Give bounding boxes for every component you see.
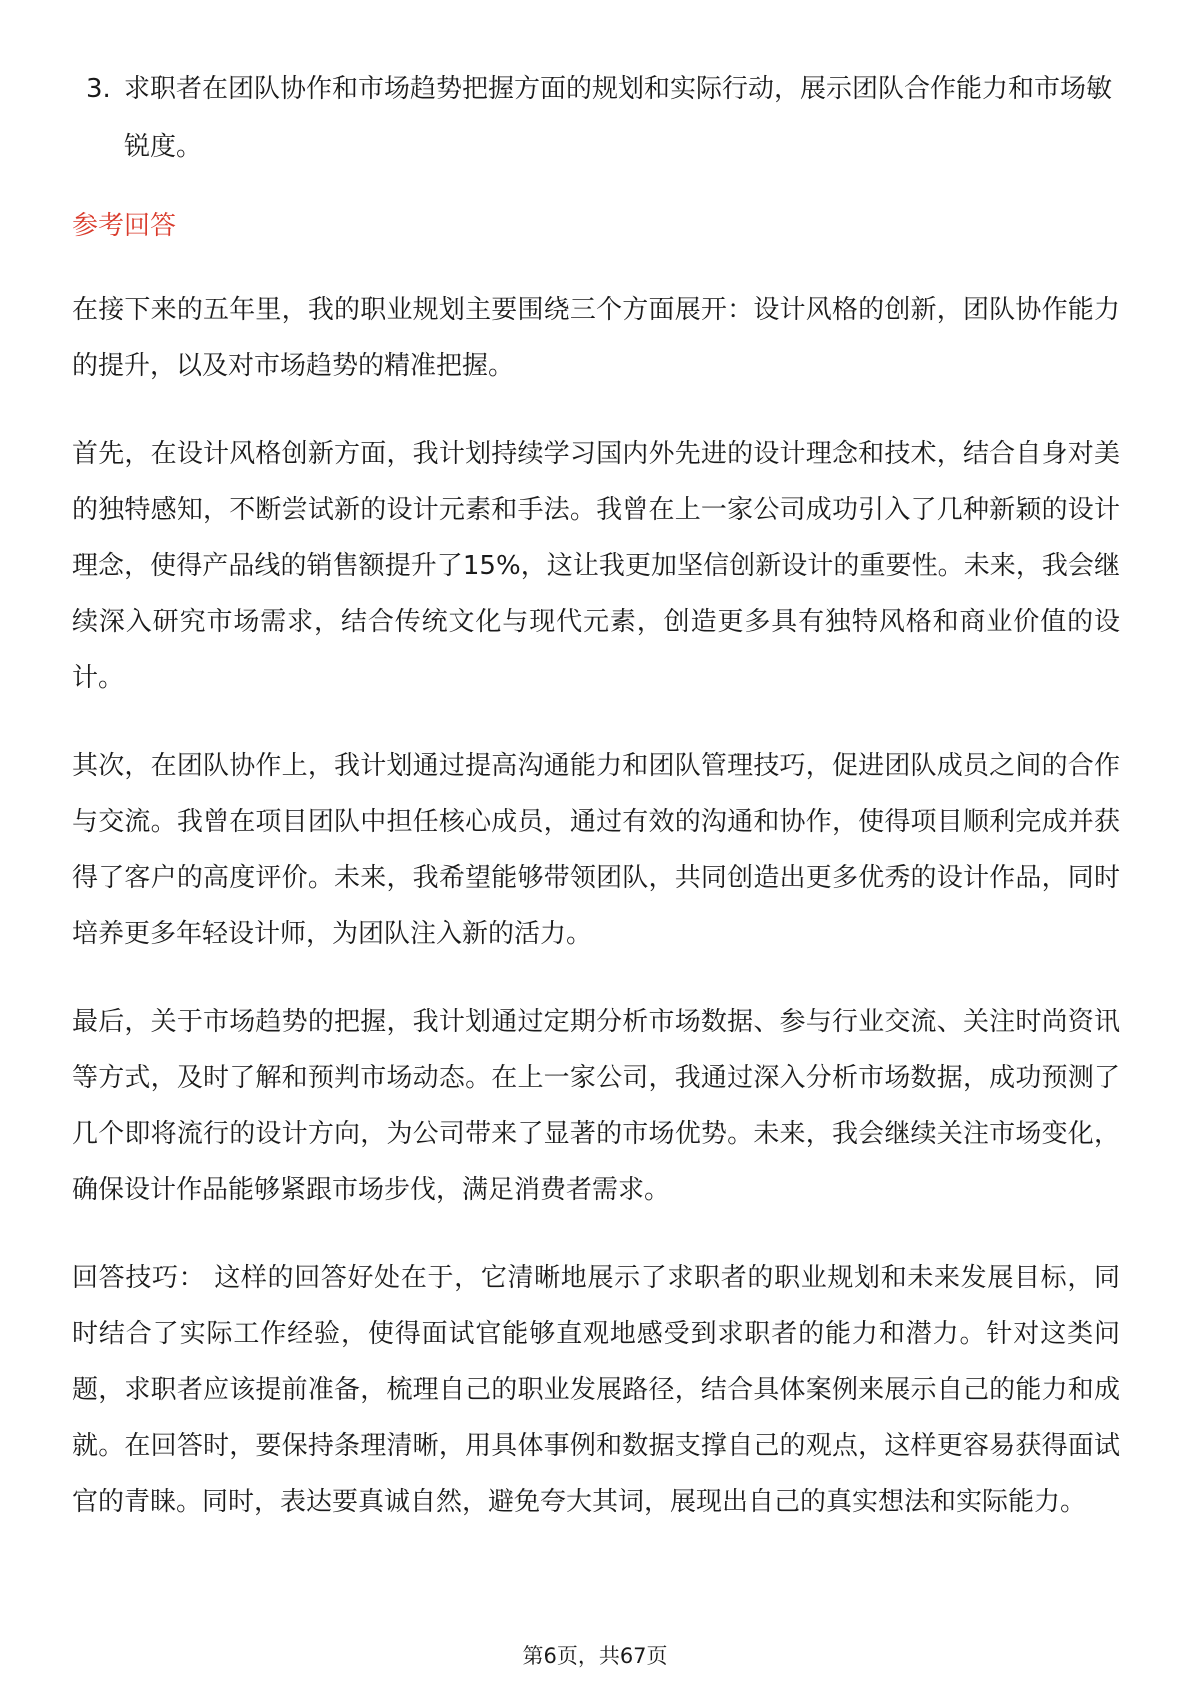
paragraph-intro: 在接下来的五年里，我的职业规划主要围绕三个方面展开：设计风格的创新，团队协作能力的提升，以及对市场趋势的精准把握。 [72, 295, 1120, 381]
list-item-number: 3. [86, 74, 111, 104]
paragraph-team-collaboration: 其次，在团队协作上，我计划通过提高沟通能力和团队管理技巧，促进团队成员之间的合作与交流。我曾在项目团队中担任核心成员，通过有效的沟通和协作，使得项目顺利完成并获得了客户的高度评价。未来，我希望能够带领团队，共同创造出更多优秀的设计作品，同时培养更多年轻设计师，为团队注入新的活力。 [72, 751, 1120, 949]
list-item-text: 求职者在团队协作和市场趋势把握方面的规划和实际行动，展示团队合作能力和市场敏锐度。 [124, 74, 1113, 162]
document-page [72, 60, 1120, 1562]
paragraph-answer-tips: 回答技巧： 这样的回答好处在于，它清晰地展示了求职者的职业规划和未来发展目标，同时结合了实际工作经验，使得面试官能够直观地感受到求职者的能力和潜力。针对这类问题，求职者应该提前准备，梳理自己的职业发展路径，结合具体案例来展示自己的能力和成就。在回答时，要保持条理清晰，用具体事例和数据支撑自己的观点，这样更容易获得面试官的青睐。同时，表达要真诚自然，避免夸大其词，展现出自己的真实想法和实际能力。 [72, 1263, 1120, 1517]
paragraph-market-trends: 最后，关于市场趋势的把握，我计划通过定期分析市场数据、参与行业交流、关注时尚资讯等方式，及时了解和预判市场动态。在上一家公司，我通过深入分析市场数据，成功预测了几个即将流行的设计方向，为公司带来了显著的市场优势。未来，我会继续关注市场变化，确保设计作品能够紧跟市场步伐，满足消费者需求。 [72, 1007, 1120, 1205]
section-title: 参考回答 [72, 211, 177, 241]
page-footer: 第6页，共67页 [522, 1644, 668, 1668]
paragraph-design-innovation: 首先，在设计风格创新方面，我计划持续学习国内外先进的设计理念和技术，结合自身对美的独特感知，不断尝试新的设计元素和手法。我曾在上一家公司成功引入了几种新颖的设计理念，使得产品线的销售额提升了15%，这让我更加坚信创新设计的重要性。未来，我会继续深入研究市场需求，结合传统文化与现代元素，创造更多具有独特风格和商业价值的设计。 [72, 439, 1120, 693]
list-item [72, 60, 1120, 176]
